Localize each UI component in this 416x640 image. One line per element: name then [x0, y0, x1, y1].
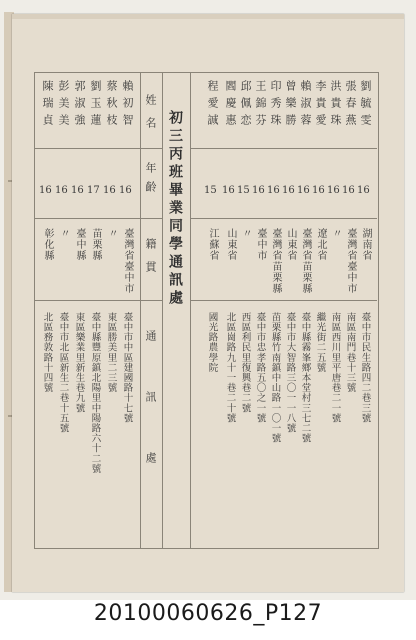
- student-age: 16: [267, 185, 280, 196]
- student-age: 15: [237, 185, 250, 196]
- student-address: 臺中市忠孝路五〇之一號: [254, 312, 266, 424]
- header-origin: 籍貫: [144, 238, 157, 284]
- student-address: 臺中市北區新生二巷十五號: [57, 312, 69, 434]
- student-origin: 〃: [240, 228, 251, 239]
- student-origin: 〃: [58, 228, 69, 239]
- student-origin: 臺灣省苗栗縣: [270, 228, 281, 294]
- student-address: 臺中縣霧峯鄉本堂村三七二號: [299, 312, 311, 444]
- student-origin: 〃: [330, 228, 341, 239]
- student-name: 印秀珠: [269, 80, 282, 131]
- student-name: 李貴愛: [314, 80, 327, 131]
- student-age: 16: [103, 185, 116, 196]
- student-age: 16: [297, 185, 310, 196]
- student-age: 16: [55, 185, 68, 196]
- student-age: 16: [39, 185, 52, 196]
- rule-header-left: [140, 72, 141, 548]
- student-address: 南區西川里平唐巷二一號: [329, 312, 341, 424]
- student-origin: 山東省: [225, 228, 236, 261]
- header-age: 年齡: [144, 162, 157, 200]
- student-name: 邱佩恋: [239, 80, 252, 131]
- student-age: 16: [222, 185, 235, 196]
- header-address: 通訊處: [144, 330, 157, 513]
- student-name: 曾樂勝: [284, 80, 297, 131]
- rule-right-origin: [190, 300, 377, 301]
- student-origin: 山東省: [285, 228, 296, 261]
- page-top-band: [12, 14, 404, 19]
- rule-header-right: [162, 72, 163, 548]
- student-age: 16: [312, 185, 325, 196]
- student-age: 16: [327, 185, 340, 196]
- rule-left-age: [34, 218, 140, 219]
- rule-header-name: [140, 148, 162, 149]
- student-age: 17: [87, 185, 100, 196]
- student-name: 劉玉蓮: [89, 80, 102, 131]
- rule-header-age: [140, 218, 162, 219]
- student-name: 郭淑強: [73, 80, 86, 131]
- student-name: 閻慶惠: [224, 80, 237, 131]
- image-caption: 20100060626_P127: [93, 601, 323, 626]
- student-address: 北區務敦路十四號: [41, 312, 53, 393]
- student-origin: 臺灣省臺中市: [122, 228, 133, 294]
- student-name: 劉毓雯: [359, 80, 372, 131]
- student-age: 16: [282, 185, 295, 196]
- student-age: 16: [252, 185, 265, 196]
- student-address: 西區利民里復興巷二號: [239, 312, 251, 413]
- rule-left-origin: [34, 300, 140, 301]
- rule-header-origin: [140, 300, 162, 301]
- student-name: 賴淑蓉: [299, 80, 312, 131]
- student-age: 16: [71, 185, 84, 196]
- student-origin: 彰化縣: [42, 228, 53, 261]
- student-origin: 臺灣省臺中市: [345, 228, 356, 294]
- rule-title-right: [190, 72, 191, 548]
- table-frame: [34, 72, 379, 549]
- student-address: 國光路農學院: [206, 312, 218, 373]
- header-name: 姓名: [144, 94, 157, 140]
- student-origin: 臺中市: [255, 228, 266, 261]
- student-address: 繼光街二五號: [314, 312, 326, 373]
- student-name: 程愛誠: [206, 80, 219, 131]
- student-origin: 臺中縣: [74, 228, 85, 261]
- student-address: 東區樂業里新生巷九號: [73, 312, 85, 413]
- rule-right-age: [190, 218, 377, 219]
- rule-right-name: [190, 148, 377, 149]
- student-origin: 遼北省: [315, 228, 326, 261]
- student-address: 臺中市中區建國路十七號: [121, 312, 133, 424]
- student-origin: 苗栗縣: [90, 228, 101, 261]
- student-origin: 臺灣省苗栗縣: [300, 228, 311, 294]
- student-name: 賴初智: [121, 80, 134, 131]
- student-origin: 〃: [106, 228, 117, 239]
- student-name: 洪貴珠: [329, 80, 342, 131]
- student-age: 15: [204, 185, 217, 196]
- student-origin: 江蘇省: [207, 228, 218, 261]
- student-age: 16: [357, 185, 370, 196]
- student-address: 東區勝美里二三號: [105, 312, 117, 393]
- student-name: 張春燕: [344, 80, 357, 131]
- student-origin: 湖南省: [360, 228, 371, 261]
- student-name: 彭美美: [57, 80, 70, 131]
- student-age: 16: [342, 185, 355, 196]
- student-name: 陳瑞貞: [41, 80, 54, 131]
- student-address: 北區崗路九十一巷二十號: [224, 312, 236, 424]
- document-title: 初三丙班畢業同學通訊處: [167, 110, 183, 308]
- rule-left-name: [34, 148, 140, 149]
- student-address: 臺中市民生路四二巷三號: [359, 312, 371, 424]
- student-address: 南區南門巷十三號: [344, 312, 356, 393]
- student-address: 臺中市大智路三〇一一八號: [284, 312, 296, 434]
- student-address: 臺中縣豐原鎮北陽里中陽路六十二號: [89, 312, 101, 474]
- student-name: 王錦芬: [254, 80, 267, 131]
- student-age: 16: [119, 185, 132, 196]
- student-address: 苗栗縣竹南鎮中山路一〇一號: [269, 312, 281, 444]
- student-name: 蔡秋枝: [105, 80, 118, 131]
